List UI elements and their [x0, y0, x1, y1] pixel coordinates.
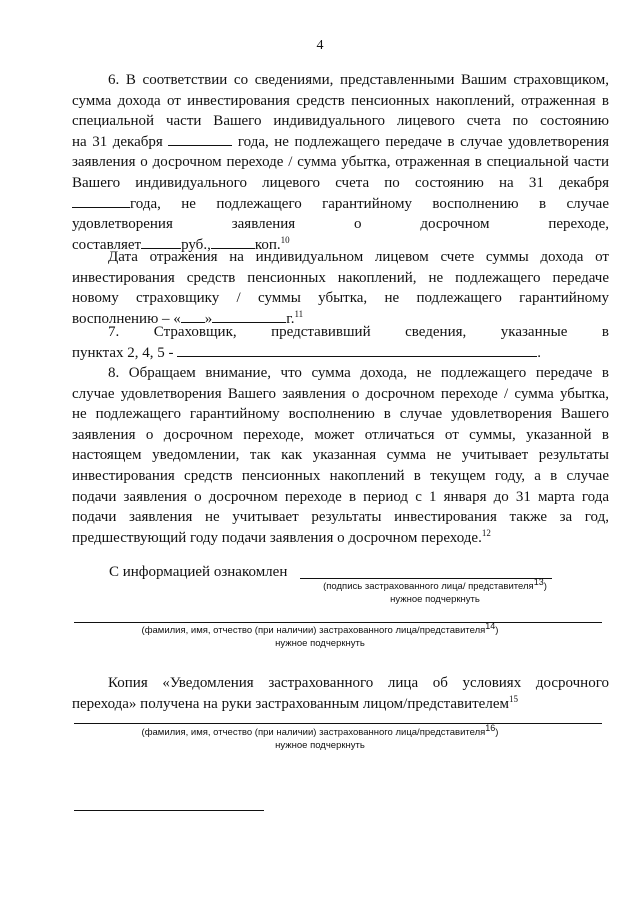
signature-line [300, 578, 552, 579]
p8-line-9-text: предшествующий году подачи заявления о досрочном переходе. [72, 529, 482, 546]
signature-underline-note: нужное подчеркнуть [390, 594, 480, 605]
copy-line-2-text: перехода» получена на руки застрахованным лицом/представителем [72, 695, 509, 712]
amount-label: составляет [72, 236, 142, 253]
p8-line-9 [72, 528, 609, 549]
signature-caption-close: ) [543, 581, 547, 592]
footnote-12: 12 [481, 527, 491, 538]
p6-line-7 [72, 194, 609, 215]
fio-underline-note-1: нужное подчеркнуть [275, 638, 365, 649]
p7-line-1: 7. Страховщик, представивший сведения, указанные в [108, 324, 609, 340]
p6-line-6: Вашего индивидуального лицевого счета по состоянию на 31 декабря [72, 174, 609, 191]
footnote-11: 11 [294, 308, 304, 319]
date-line-4-c: г. [286, 310, 295, 327]
p8-line-5: настоящем уведомлении, так как указанная сумма не учитывает результаты [72, 447, 609, 464]
p6-line-7-text: года, не подлежащего гарантийному восполнению в случае [130, 195, 609, 212]
copy-line-2 [72, 694, 609, 715]
p8-line-4: заявления о досрочном переходе, может отличаться от суммы, указанной в [72, 426, 609, 443]
signature-caption-text: (подпись застрахованного лица/ представителя [323, 581, 534, 592]
p8-line-1: 8. Обращаем внимание, что сумма дохода, не подлежащего передаче в [108, 365, 609, 381]
page-number: 4 [316, 38, 324, 53]
p8-line-8: подачи заявления не учитывает результаты инвестирования также за год, [72, 509, 609, 526]
kop-label: коп. [254, 236, 281, 253]
year-blank-2 [72, 194, 130, 208]
p6-line-4-b: года, не подлежащего передаче в случае удовлетворения [232, 133, 609, 150]
paragraph-6 [72, 70, 609, 255]
date-line-2: инвестирования средств пенсионных накоплений, не подлежащего передаче [72, 269, 609, 286]
date-line-4-b: » [204, 310, 213, 327]
fio-line-1 [74, 622, 602, 623]
rub-label: руб., [181, 236, 211, 253]
p6-line-8: удовлетворения заявления о досрочном переходе, [72, 216, 609, 233]
date-line-4-a: восполнению – « [72, 310, 181, 327]
fio-caption-1-text: (фамилия, имя, отчество (при наличии) застрахованного лица/представителя [141, 625, 486, 636]
fio-caption-2-text: (фамилия, имя, отчество (при наличии) застрахованного лица/представителя [141, 727, 486, 738]
p6-line-5: заявления о досрочном переходе / сумма убытка, отраженная в специальной части [72, 154, 609, 171]
copy-line-1: Копия «Уведомления застрахованного лица об условиях досрочного [108, 675, 609, 691]
footnote-10: 10 [280, 234, 290, 245]
month-year-blank [212, 309, 286, 323]
p7-line-2-a: пунктах 2, 4, 5 - [72, 344, 178, 361]
day-blank [181, 309, 205, 323]
p8-line-7: подачи заявления о досрочном переходе в период с 1 января до 31 марта года [72, 488, 609, 505]
p8-line-3: не подлежащего гарантийному восполнению в случае удовлетворения Вашего [72, 406, 609, 423]
fio-caption-2-close: ) [495, 727, 499, 738]
fio-underline-note-2: нужное подчеркнуть [275, 740, 365, 751]
acquainted-label: С информацией ознакомлен [109, 564, 288, 580]
fio-line-2 [74, 723, 602, 724]
paragraph-copy [72, 673, 609, 714]
fio-caption-1-close: ) [495, 625, 499, 636]
p6-line-3: специальной части Вашего индивидуального лицевого счета по состоянию [72, 113, 609, 130]
footnote-separator [74, 810, 264, 811]
paragraph-8 [72, 363, 609, 548]
p8-line-6: инвестирования средств пенсионных накоплений в текущем году, а в случае [72, 467, 609, 484]
date-line-3: новому страховщику / суммы убытка, не подлежащего гарантийному [72, 290, 609, 307]
p6-line-1: 6. В соответствии со сведениями, представленными Вашим страховщиком, [108, 72, 609, 88]
p8-line-2: случае удовлетворения Вашего заявления о досрочном переходе / сумма убытка, [72, 385, 609, 402]
footnote-14: 14 [485, 620, 496, 631]
p6-line-4-a: на 31 декабря [72, 133, 169, 150]
p6-line-2: сумма дохода от инвестирования средств пенсионных накоплений, отраженная в [72, 92, 609, 109]
footnote-16: 16 [485, 722, 496, 733]
p7-line-2 [72, 343, 609, 364]
footnote-13: 13 [533, 576, 544, 587]
paragraph-7 [72, 322, 609, 363]
fio-caption-2 [0, 722, 640, 739]
fio-caption-1 [0, 620, 640, 637]
paragraph-date [72, 247, 609, 329]
p6-line-4 [72, 132, 609, 153]
footnote-15: 15 [508, 693, 518, 704]
year-blank-1 [168, 132, 232, 146]
p7-line-2-b: . [537, 344, 542, 361]
signature-caption [0, 576, 640, 593]
insurer-blank [177, 343, 537, 357]
date-line-1: Дата отражения на индивидуальном лицевом счете суммы дохода от [108, 249, 609, 265]
